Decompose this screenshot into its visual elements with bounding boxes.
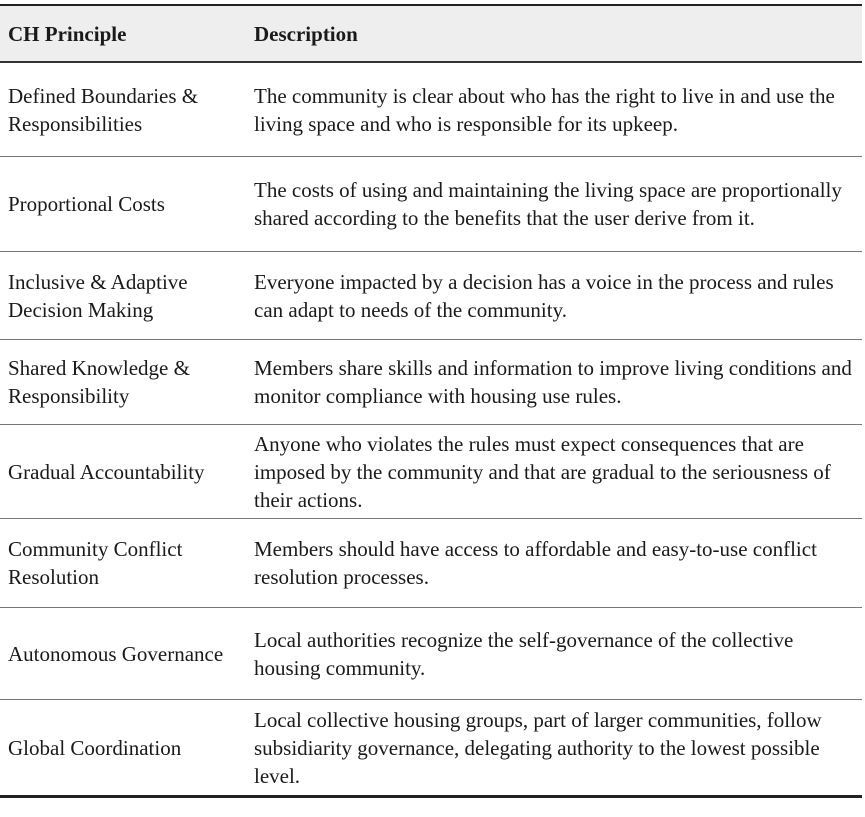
description-cell: Members should have access to affordable and easy-to-use conflict resolution processes. <box>254 537 817 589</box>
description-cell: The community is clear about who has the right to live in and use the living space and who is responsible for its upkeep. <box>254 83 835 136</box>
table-header-row <box>0 6 862 63</box>
table-row <box>0 340 862 425</box>
table-row <box>0 519 862 608</box>
table-row <box>0 63 862 157</box>
principle-cell: Autonomous Governance <box>8 641 224 666</box>
header-principle: CH Principle <box>8 21 127 46</box>
description-cell: Members share skills and information to improve living conditions and monitor compliance with housing use rules. <box>254 356 852 408</box>
table-row <box>0 608 862 700</box>
principle-cell: Community Conflict Resolution <box>8 537 183 589</box>
description-cell: The costs of using and maintaining the living space are proportionally shared according to the benefits that the user derive from it. <box>254 178 842 230</box>
principle-cell: Shared Knowledge & Responsibility <box>8 356 190 408</box>
description-cell: Local collective housing groups, part of larger communities, follow subsidiarity governance, delegating authority to the lowest possible level. <box>254 707 822 788</box>
table-row <box>0 425 862 519</box>
table-row <box>0 700 862 795</box>
table-row <box>0 252 862 340</box>
description-cell: Local authorities recognize the self-governance of the collective housing community. <box>254 627 794 680</box>
table-row <box>0 157 862 252</box>
principle-cell: Proportional Costs <box>8 192 165 216</box>
principle-cell: Global Coordination <box>8 735 182 760</box>
principles-table <box>0 4 862 798</box>
principle-cell: Inclusive & Adaptive Decision Making <box>8 269 188 322</box>
description-cell: Anyone who violates the rules must expect consequences that are imposed by the community and that are gradual to the seriousness of their actions. <box>254 431 831 512</box>
principle-cell: Defined Boundaries & Responsibilities <box>8 83 199 136</box>
header-description: Description <box>254 21 358 46</box>
description-cell: Everyone impacted by a decision has a voice in the process and rules can adapt to needs of the community. <box>254 269 834 322</box>
principle-cell: Gradual Accountability <box>8 459 205 484</box>
